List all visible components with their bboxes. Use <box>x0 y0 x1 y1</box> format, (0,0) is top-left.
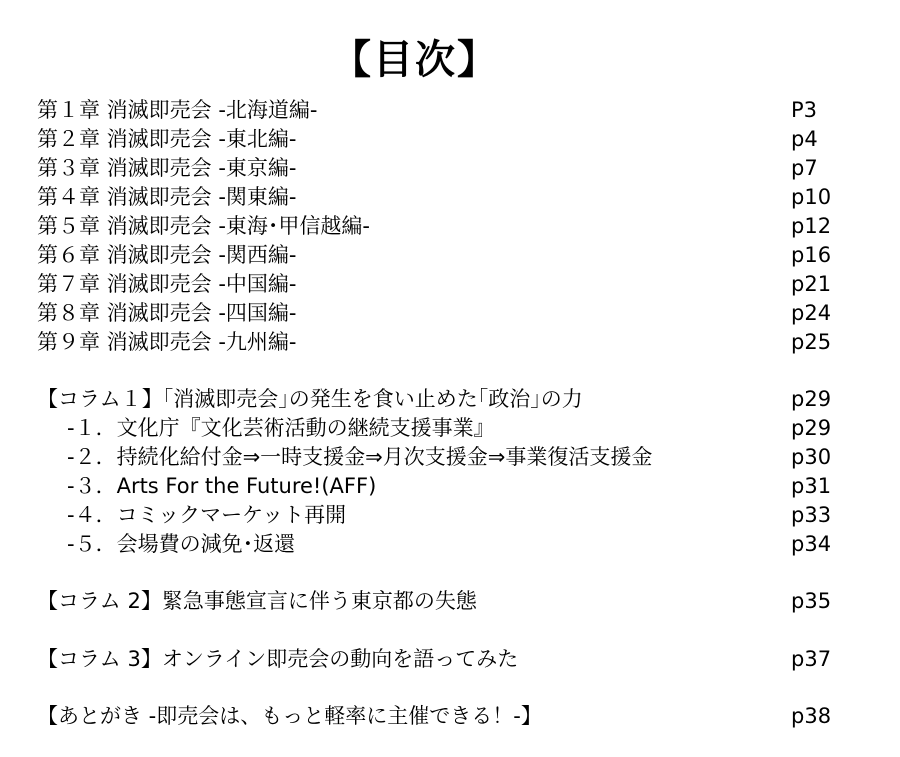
toc-entry-label: 【コラム 3】オンライン即売会の動向を語ってみた <box>37 647 519 671</box>
toc-entry-label: 【コラム 2】緊急事態宣言に伴う東京都の失態 <box>37 589 477 613</box>
toc-entry-chapter-7[interactable] <box>37 270 837 298</box>
toc-entry-page: p7 <box>791 156 818 180</box>
toc-entry-page: p30 <box>791 445 832 469</box>
toc-entry-chapter-2[interactable] <box>37 125 837 153</box>
toc-entry-afterword[interactable] <box>37 702 837 730</box>
toc-entry-chapter-3[interactable] <box>37 154 837 182</box>
toc-entry-page: p12 <box>791 214 832 238</box>
toc-entry-label: 第６章 消滅即売会 -関西編- <box>37 243 297 267</box>
toc-entry-page: P3 <box>791 98 818 122</box>
toc-entry-column-2[interactable] <box>37 587 837 615</box>
toc-entry-page: p24 <box>791 301 832 325</box>
toc-entry-page: p16 <box>791 243 832 267</box>
toc-entry-chapter-8[interactable] <box>37 299 837 327</box>
toc-subentry-column-1-2[interactable] <box>37 443 837 471</box>
toc-entry-label: 第８章 消滅即売会 -四国編- <box>37 301 297 325</box>
toc-entry-label: 第５章 消滅即売会 -東海･甲信越編- <box>37 214 371 238</box>
toc-entry-chapter-4[interactable] <box>37 183 837 211</box>
toc-entry-label: 第３章 消滅即売会 -東京編- <box>37 156 297 180</box>
toc-entry-chapter-5[interactable] <box>37 212 837 240</box>
toc-subentry-column-1-4[interactable] <box>37 501 837 529</box>
toc-entry-label: 第２章 消滅即売会 -東北編- <box>37 127 297 151</box>
toc-entry-page: p29 <box>791 416 832 440</box>
toc-entry-chapter-6[interactable] <box>37 241 837 269</box>
toc-entry-label: -５．会場費の減免･返還 <box>67 532 296 556</box>
toc-entry-column-3[interactable] <box>37 645 837 673</box>
toc-subentry-column-1-5[interactable] <box>37 530 837 558</box>
toc-subentry-column-1-3[interactable] <box>37 472 837 500</box>
toc-entry-chapter-9[interactable] <box>37 328 837 356</box>
toc-entry-label: 第４章 消滅即売会 -関東編- <box>37 185 297 209</box>
toc-subentry-column-1-1[interactable] <box>37 414 837 442</box>
toc-entry-page: p31 <box>791 474 832 498</box>
toc-entry-page: p34 <box>791 532 832 556</box>
toc-entry-label: 【コラム１】｢消滅即売会｣の発生を食い止めた｢政治｣の力 <box>37 387 583 411</box>
toc-entry-label: 【あとがき -即売会は、もっと軽率に主催できる！-】 <box>37 704 542 728</box>
toc-entry-page: p21 <box>791 272 832 296</box>
toc-entry-page: p33 <box>791 503 832 527</box>
toc-entry-page: p38 <box>791 704 832 728</box>
toc-entry-page: p37 <box>791 647 832 671</box>
toc-entry-page: p29 <box>791 387 832 411</box>
toc-entry-label: -１．文化庁『文化芸術活動の継続支援事業』 <box>67 416 495 440</box>
toc-entry-chapter-1[interactable] <box>37 96 837 124</box>
toc-entry-page: p25 <box>791 330 832 354</box>
toc-entry-label: 第９章 消滅即売会 -九州編- <box>37 330 297 354</box>
toc-entry-label: -４．コミックマーケット再開 <box>67 503 347 527</box>
toc-entry-page: p4 <box>791 127 818 151</box>
toc-entry-column-1[interactable] <box>37 385 837 413</box>
toc-entry-label: 第７章 消滅即売会 -中国編- <box>37 272 297 296</box>
toc-entry-label: -３．Arts For the Future!(AFF) <box>67 474 377 498</box>
toc-entry-page: p10 <box>791 185 832 209</box>
toc-entry-page: p35 <box>791 589 832 613</box>
toc-entry-label: -２．持続化給付金⇒一時支援金⇒月次支援金⇒事業復活支援金 <box>67 445 653 469</box>
toc-entry-label: 第１章 消滅即売会 -北海道編- <box>37 98 318 122</box>
page-title: 【目次】 <box>331 37 499 83</box>
